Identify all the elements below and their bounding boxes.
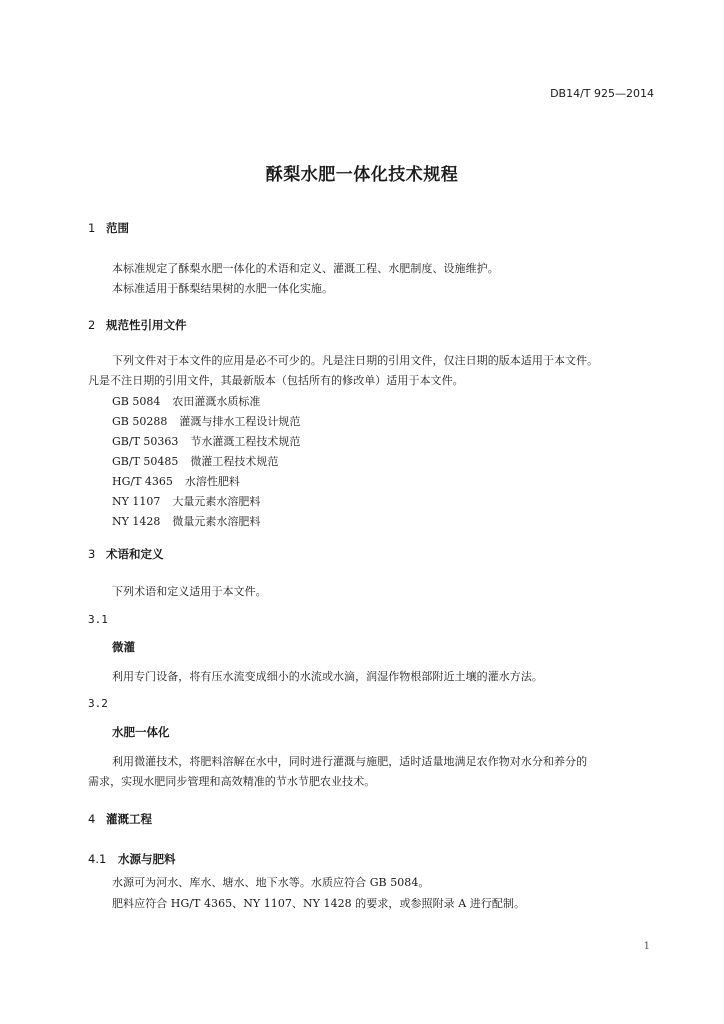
reference-item (112, 433, 300, 449)
reference-item (112, 413, 300, 429)
reference-name: 微灌工程技术规范 (190, 455, 279, 468)
section-number: 3 (88, 547, 96, 561)
term-definition: 利用微灌技术，将肥料溶解在水中，同时进行灌溉与施肥，适时适量地满足农作物对水分和养分的 (112, 755, 588, 768)
reference-item (112, 393, 260, 409)
subsection-number: 4.1 (88, 852, 107, 866)
reference-code: GB 5084 (112, 395, 161, 408)
reference-item (112, 493, 260, 509)
reference-name: 节水灌溉工程技术规范 (190, 435, 301, 448)
section-title: 范围 (106, 221, 129, 235)
reference-code: NY 1428 (112, 515, 161, 528)
reference-name: 微量元素水溶肥料 (172, 515, 261, 528)
section-number: 4 (88, 812, 96, 826)
reference-name: 农田灌溉水质标准 (172, 395, 261, 408)
subsection-4-1-heading (88, 851, 176, 867)
paragraph: 下列术语和定义适用于本文件。 (112, 585, 267, 598)
reference-item (112, 473, 240, 489)
term-definition-continuation: 需求，实现水肥同步管理和高效精准的节水节肥农业技术。 (88, 775, 376, 788)
paragraph: 下列文件对于本文件的应用是必不可少的。凡是注日期的引用文件，仅注日期的版本适用于本文件。 (112, 354, 599, 367)
reference-name: 灌溉与排水工程设计规范 (179, 415, 301, 428)
term-name: 微灌 (112, 640, 135, 654)
reference-code: GB/T 50485 (112, 455, 179, 468)
section-title: 术语和定义 (106, 547, 164, 561)
subsection-title: 水源与肥料 (118, 852, 176, 866)
reference-item (112, 513, 260, 529)
section-title: 规范性引用文件 (106, 318, 187, 332)
reference-code: GB 50288 (112, 415, 168, 428)
section-title: 灌溉工程 (106, 812, 152, 826)
reference-name: 水溶性肥料 (184, 475, 240, 488)
section-number: 2 (88, 318, 96, 332)
term-name: 水肥一体化 (112, 725, 170, 739)
paragraph: 肥料应符合 HG/T 4365、NY 1107、NY 1428 的要求，或参照附录 A 进行配制。 (112, 897, 526, 910)
paragraph: 水源可为河水、库水、塘水、地下水等。水质应符合 GB 5084。 (112, 876, 430, 889)
term-number: 3.2 (88, 697, 108, 710)
page-number: 1 (643, 941, 650, 952)
paragraph-continuation: 凡是不注日期的引用文件，其最新版本（包括所有的修改单）适用于本文件。 (88, 374, 464, 387)
document-code: DB14/T 925—2014 (550, 87, 654, 100)
reference-code: NY 1107 (112, 495, 161, 508)
reference-code: GB/T 50363 (112, 435, 179, 448)
reference-name: 大量元素水溶肥料 (172, 495, 261, 508)
section-3-heading (88, 546, 164, 562)
document-title: 酥梨水肥一体化技术规程 (265, 165, 459, 185)
term-definition: 利用专门设备，将有压水流变成细小的水流或水滴，润湿作物根部附近土壤的灌水方法。 (112, 670, 543, 683)
term-number: 3.1 (88, 613, 108, 626)
reference-item (112, 453, 278, 469)
paragraph: 本标准适用于酥梨结果树的水肥一体化实施。 (112, 282, 333, 295)
reference-code: HG/T 4365 (112, 475, 173, 488)
section-number: 1 (88, 221, 96, 235)
section-1-heading (88, 220, 129, 236)
section-4-heading (88, 811, 152, 827)
paragraph: 本标准规定了酥梨水肥一体化的术语和定义、灌溉工程、水肥制度、设施维护。 (112, 262, 499, 275)
section-2-heading (88, 317, 187, 333)
